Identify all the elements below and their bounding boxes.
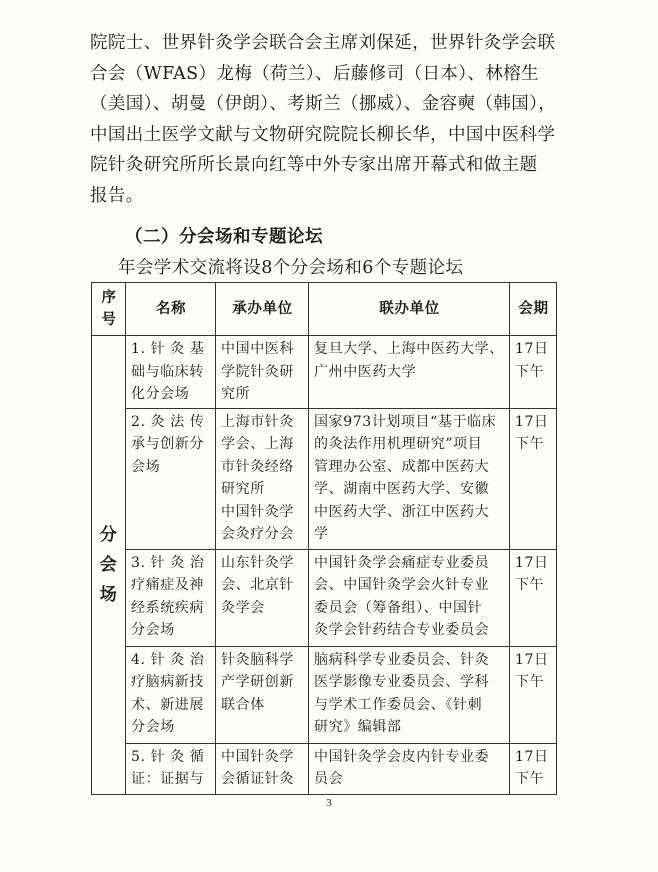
host-cell: 上海市针灸 学会、上海 市针灸经络 研究所 中国针灸学 会灸疗分会 xyxy=(216,408,309,549)
date-cell: 17日 下午 xyxy=(510,743,557,794)
date-cell: 17日 下午 xyxy=(510,549,557,646)
host-cell: 山东针灸学 会、北京针 灸学会 xyxy=(216,549,309,646)
header-host: 承办单位 xyxy=(216,283,309,336)
header-co-organizer: 联办单位 xyxy=(309,283,510,336)
table-row xyxy=(92,336,557,409)
header-seq: 序 号 xyxy=(92,283,126,336)
section-intro: 年会学术交流将设8个分会场和6个专题论坛 xyxy=(118,258,464,278)
co-organizer-cell: 国家973计划项目“基于临床 的灸法作用机理研究”项目 管理办公室、成都中医药大 学、湖南中医药大学、安徽 中医药大学、浙江中医药大 学 xyxy=(309,408,510,549)
table-row xyxy=(92,549,557,646)
paragraph-line: 院院士、世界针灸学会联合会主席刘保延，世界针灸学会联 xyxy=(90,33,556,53)
date-cell: 17日 下午 xyxy=(510,336,557,409)
header-date: 会期 xyxy=(510,283,557,336)
host-cell: 中国针灸学 会循证针灸 xyxy=(216,743,309,794)
co-organizer-cell: 脑病科学专业委员会、针灸 医学影像专业委员会、学科 与学术工作委员会、《针刺 研究》编辑部 xyxy=(309,646,510,743)
body-paragraph xyxy=(90,28,560,211)
page-number: 3 xyxy=(326,797,332,809)
paragraph-line: 报告。 xyxy=(90,185,144,206)
header-name: 名称 xyxy=(126,283,216,336)
session-name-cell: 4. 针 灸 治 疗脑病新技 术、新进展 分会场 xyxy=(126,646,216,743)
paragraph-line: 院针灸研究所所长景向红等中外专家出席开幕式和做主题 xyxy=(90,155,538,175)
table-row xyxy=(92,408,557,549)
host-cell: 针灸脑科学 产学研创新 联合体 xyxy=(216,646,309,743)
paragraph-line: 合会（WFAS）龙梅（荷兰）、后藤修司（日本）、林榕生 xyxy=(90,63,540,84)
date-cell: 17日 下午 xyxy=(510,408,557,549)
table-row xyxy=(92,646,557,743)
session-name-cell: 3. 针 灸 治 疗痛症及神 经系统疾病 分会场 xyxy=(126,549,216,646)
section-heading: （二）分会场和专题论坛 xyxy=(125,227,323,247)
table-row xyxy=(92,743,557,794)
paragraph-line: 中国出土医学文献与文物研究院院长柳长华，中国中医科学 xyxy=(90,124,556,145)
co-organizer-cell: 复旦大学、上海中医药大学、 广州中医药大学 xyxy=(309,336,510,409)
date-cell: 17日 下午 xyxy=(510,646,557,743)
paragraph-line: （美国）、胡曼（伊朗）、考斯兰（挪威）、金容奭（韩国）， xyxy=(90,94,557,114)
co-organizer-cell: 中国针灸学会痛症专业委员 会、中国针灸学会火针专业 委员会（筹备组）、中国针 灸学会针药结合专业委员会 xyxy=(309,549,510,646)
group-label-cell: 分 会 场 xyxy=(92,336,126,795)
session-name-cell: 5. 针 灸 循 证：证据与 xyxy=(126,743,216,794)
table-header-row xyxy=(92,283,557,336)
host-cell: 中国中医科 学院针灸研 究所 xyxy=(216,336,309,409)
session-table xyxy=(91,282,557,795)
session-name-cell: 1. 针 灸 基 础与临床转 化分会场 xyxy=(126,336,216,409)
session-name-cell: 2. 灸 法 传 承与创新分 会场 xyxy=(126,408,216,549)
co-organizer-cell: 中国针灸学会皮内针专业委 员会 xyxy=(309,743,510,794)
